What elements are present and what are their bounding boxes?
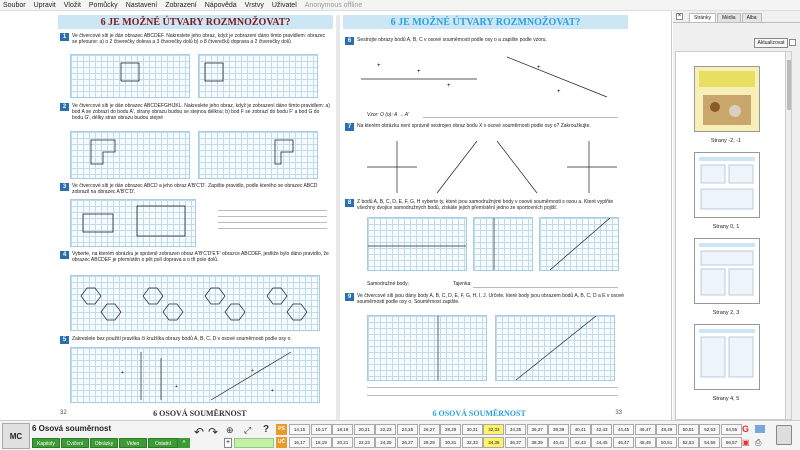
uc-page-cell[interactable]: 34,35 [483, 437, 504, 448]
thumb-pages-4-5[interactable] [694, 324, 760, 390]
answer-lines-3[interactable] [218, 205, 327, 229]
task-text: Ve čtvercové síti jsou dány body A, B, C, D, E, F, G, H, I, J. Určete, které body jsou obrazem bodů A, B, C, D a E v osové souměrnosti podle osy o. Souměrnost zapište. [357, 293, 625, 305]
grid-8b [473, 217, 533, 271]
plus-icon[interactable]: + [225, 439, 231, 446]
figure-2b [199, 132, 317, 178]
uc-page-cell[interactable]: 38,39 [527, 437, 548, 448]
task-7 [345, 123, 626, 129]
ps-page-cell[interactable]: 32,33 [483, 424, 504, 435]
tajenka-label: Tajenka: [453, 281, 472, 287]
chapter-title: 6 Osová souměrnost [32, 424, 112, 433]
task-text: Na kterém obrázku není správně sestrojen obraz bodu X v osové souměrnosti podle osy o? Zakroužkujte. [357, 123, 591, 129]
task-text: Ve čtvercové síti je dán obrazec ABCD a jeho obraz A'B'C'D'. Zapište pravidlo, podle kterého se obrazec ABCD zobrazil na obrazec A'B'C'D'. [72, 183, 318, 195]
thumbnail-scrollbar[interactable] [785, 52, 791, 420]
grid-8a [367, 217, 467, 271]
ps-page-cell[interactable]: 50,51 [678, 424, 699, 435]
nav-video[interactable]: Video [119, 438, 147, 448]
nav-ostatni[interactable]: Ostatní [148, 438, 178, 448]
ps-page-cell[interactable]: 24,25 [397, 424, 418, 435]
mc-button[interactable]: MC [2, 423, 30, 449]
task-text: Z bodů A, B, C, D, E, F, G, H vyberte ty, které jsou samodružnými body v osové souměrnosti s osou a. Které vyplňte všechny dvojice samodružných bodů, získáte jejich přemístění jedno ze sportovních pojišť. [357, 199, 614, 211]
task-number: 6 [345, 37, 354, 45]
ps-page-cell[interactable]: 42,43 [591, 424, 612, 435]
menu-napoveda[interactable]: Nápověda [204, 1, 237, 9]
task-number: 5 [60, 336, 69, 344]
task-text: Zakreslete bez použití pravítka či kružítka obrazy bodů A, B, C, D v osové souměrnosti podle osy o. [72, 336, 292, 342]
ps-page-cell[interactable]: 14,15 [289, 424, 310, 435]
uc-page-cell[interactable]: 48,49 [635, 437, 656, 448]
svg-text:+: + [537, 65, 541, 71]
svg-text:+: + [121, 370, 124, 376]
right-page [343, 15, 628, 420]
uc-page-cell[interactable]: 50,51 [656, 437, 677, 448]
uc-page-cell[interactable]: 28,29 [419, 437, 440, 448]
task-number: 8 [345, 199, 354, 207]
menu-nastaveni[interactable]: Nastavení [125, 1, 158, 9]
tab-alba[interactable]: Alba [742, 13, 762, 22]
bottom-bar [0, 420, 800, 450]
uc-page-cell[interactable]: 18,19 [311, 437, 332, 448]
svg-text:+: + [251, 368, 254, 374]
answer-line-9b[interactable] [367, 395, 618, 396]
samodruzne-label: Samodružné body: [367, 281, 409, 287]
scrollbar-thumb[interactable] [787, 60, 791, 110]
menu-vrstvy[interactable]: Vrstvy [244, 1, 264, 9]
svg-text:+: + [271, 388, 274, 394]
svg-text:+: + [377, 63, 381, 69]
trash-icon[interactable] [776, 425, 792, 445]
nav-obrazky[interactable]: Obrázky [90, 438, 118, 448]
zoom-in-icon[interactable]: ⊕ [226, 425, 234, 435]
uc-page-cell[interactable]: 16,17 [289, 437, 310, 448]
right-page-number: 33 [615, 410, 622, 416]
figure-2a [71, 132, 189, 178]
svg-text:+: + [175, 384, 178, 390]
thumb-label-0-1: Strany 0, 1 [712, 224, 740, 230]
menu-pomucky[interactable]: Pomůcky [88, 1, 118, 9]
fullscreen-icon[interactable]: ⤢ [244, 425, 252, 435]
ps-page-cell[interactable]: 18,19 [332, 424, 353, 435]
uc-page-cell[interactable]: 26,27 [397, 437, 418, 448]
uc-page-cell[interactable]: 22,23 [354, 437, 375, 448]
figure-8a [368, 218, 466, 270]
thumb-pages-0-1[interactable] [694, 152, 760, 218]
task-text: Ve čtvercové síti je dán obrazec ABCDEFGHIJKL. Nakreslete jeho obraz, když je zobrazení dáno tímto pravidlem: a) bod A se zobrazí do bodu A', strany obrazu budou se stejnou délkou; b) bod F se zobrazí do bodu F' a bod G do bodu G', délky stran obrazu budou stejné [72, 103, 330, 121]
page-thumbnail-icon [695, 239, 759, 303]
svg-text:+: + [447, 83, 451, 89]
ps-page-cell[interactable]: 54,55 [721, 424, 742, 435]
ps-page-cell[interactable]: 46,47 [635, 424, 656, 435]
ps-page-cell[interactable]: 30,31 [462, 424, 483, 435]
answer-line-8[interactable] [473, 287, 618, 288]
figure-1b [199, 55, 317, 97]
thumbnail-list[interactable] [675, 51, 792, 420]
answer-line-6[interactable] [423, 117, 618, 118]
close-icon[interactable]: × [677, 13, 682, 19]
ps-page-cell[interactable]: 52,53 [699, 424, 720, 435]
ps-page-cell[interactable]: 44,45 [613, 424, 634, 435]
figure-9b [496, 316, 614, 380]
ps-page-cell[interactable]: 34,35 [505, 424, 526, 435]
side-tabs [673, 11, 800, 23]
ps-page-cell[interactable]: 20,21 [354, 424, 375, 435]
uc-page-cell[interactable]: 44,45 [591, 437, 612, 448]
redo-icon[interactable]: ↷ [208, 425, 219, 439]
task-3 [60, 183, 331, 195]
answer-line-9a[interactable] [367, 387, 618, 388]
uc-page-cell[interactable]: 20,21 [332, 437, 353, 448]
uc-page-cell[interactable]: 42,43 [570, 437, 591, 448]
ps-page-cell[interactable]: 38,39 [548, 424, 569, 435]
task-8 [345, 199, 626, 211]
thumb-cover[interactable] [694, 66, 760, 132]
ps-page-cell[interactable]: 22,23 [375, 424, 396, 435]
grid-5 [70, 347, 320, 403]
uc-page-cell[interactable]: 30,31 [440, 437, 461, 448]
google-icon[interactable]: G [742, 424, 750, 434]
thumb-label-4-5: Strany 4, 5 [712, 396, 740, 402]
ps-page-cell[interactable]: 16,17 [311, 424, 332, 435]
grid-9b [495, 315, 615, 381]
chevron-up-icon[interactable]: ˄ [178, 438, 190, 448]
figure-1a [71, 55, 189, 97]
figure-9a [368, 316, 486, 380]
task-number: 7 [345, 123, 354, 131]
grid-2a [70, 131, 190, 179]
book-viewer[interactable] [0, 11, 672, 420]
task-1 [60, 33, 331, 45]
checkbox[interactable] [789, 39, 796, 46]
window-icon[interactable] [755, 425, 765, 433]
grid-8c [539, 217, 619, 271]
task-number: 9 [345, 293, 354, 301]
left-footer-title: 6 OSOVÁ SOUMĚRNOST [153, 408, 247, 418]
grid-3 [70, 199, 196, 247]
page-thumbnail-icon [695, 325, 759, 389]
task-text: Ve čtvercové síti je dán obrazec ABCDEF. Nakreslete jeho obraz, když je zobrazení dáno tímto pravidlem: obrazec se přesune: a) o 2 čtverečky doleva a 3 čtverečky dolů b) o 8 čtverečků doprava a 2 čtverečky dolů [72, 33, 326, 45]
print-icon[interactable]: ⎙ [755, 438, 762, 447]
left-footer [58, 406, 333, 420]
undo-icon[interactable]: ↶ [194, 425, 205, 439]
menu-bar [0, 0, 800, 11]
figure-6 [357, 47, 617, 107]
figure-8c [540, 218, 618, 270]
thumb-label-2-3: Strany 2, 3 [712, 310, 740, 316]
right-page-title: 6 JE MOŽNÉ ÚTVARY ROZMNOŽOVAT? [343, 15, 628, 29]
uc-page-cell[interactable]: 46,47 [613, 437, 634, 448]
left-page [58, 15, 333, 420]
figure-4-hexagons [71, 276, 319, 330]
side-panel [673, 11, 800, 420]
nav-cviceni[interactable]: Cvičení [61, 438, 89, 448]
svg-text:+: + [557, 89, 561, 95]
ps-page-cell[interactable]: 40,41 [570, 424, 591, 435]
menu-soubor[interactable]: Soubor [3, 1, 26, 9]
grid-1b [198, 54, 318, 98]
left-page-number: 32 [60, 410, 67, 416]
tab-stranky[interactable]: Stránky [689, 13, 716, 22]
ps-page-cell[interactable]: 28,29 [440, 424, 461, 435]
task-number: 4 [60, 251, 69, 259]
svg-text:+: + [417, 69, 421, 75]
uc-page-cell[interactable]: 56,57 [721, 437, 742, 448]
figure-7 [357, 137, 617, 197]
grid-9a [367, 315, 487, 381]
thumb-pages-2-3[interactable] [694, 238, 760, 304]
ps-page-cell[interactable]: 48,49 [656, 424, 677, 435]
vzor-text: Vzor: O (o): A → A' [367, 112, 410, 118]
status-text: Anonymous offline [304, 1, 363, 9]
uc-page-cell[interactable]: 54,55 [699, 437, 720, 448]
uc-page-cell[interactable]: 32,33 [462, 437, 483, 448]
right-footer-title: 6 OSOVÁ SOUMĚRNOST [432, 408, 526, 418]
task-text: Sestrojte obrazy bodů A, B, C v osové souměrnosti podle osy o a zapište podle vzoru. [357, 37, 547, 43]
menu-vlozit[interactable]: Vložit [63, 1, 81, 9]
pdf-icon[interactable]: ▣ [742, 438, 750, 447]
task-4 [60, 251, 331, 263]
left-page-title: 6 JE MOŽNÉ ÚTVARY ROZMNOŽOVAT? [58, 15, 333, 29]
uc-page-cell[interactable]: 36,37 [505, 437, 526, 448]
task-number: 2 [60, 103, 69, 111]
grid-2b [198, 131, 318, 179]
uc-page-cell[interactable]: 52,53 [678, 437, 699, 448]
task-text: Vyberte, na kterém obrázku je správně zobrazen obraz A'B'C'D'E'F' obrazce ABCDEF, jestliže bylo dáno pravidlo, že obrazec ABCDEF je přemístěn o pět polí doprava a o tři pole dolů. [72, 251, 329, 263]
thumb-label-cover: Strany -2, -1 [710, 138, 742, 144]
menu-upravit[interactable]: Upravit [33, 1, 56, 9]
book-spine [336, 15, 340, 420]
menu-zobrazeni[interactable]: Zobrazení [165, 1, 197, 9]
task-number: 1 [60, 33, 69, 41]
ps-page-cell[interactable]: 36,37 [527, 424, 548, 435]
uc-page-cell[interactable]: 24,25 [375, 437, 396, 448]
task-2 [60, 103, 331, 121]
figure-5 [71, 348, 319, 402]
page-thumbnail-icon [695, 153, 759, 217]
uc-label: UČ [276, 437, 287, 448]
menu-uzivatel[interactable]: Uživatel [271, 1, 297, 9]
cover-image-icon [695, 67, 759, 131]
help-icon[interactable]: ? [263, 424, 270, 435]
page-input-field[interactable] [234, 438, 274, 448]
task-number: 3 [60, 183, 69, 191]
grid-4 [70, 275, 320, 331]
ps-page-cell[interactable]: 26,27 [419, 424, 440, 435]
task-6 [345, 37, 626, 43]
grid-1a [70, 54, 190, 98]
task-5 [60, 336, 331, 342]
figure-8b [474, 218, 532, 270]
task-9 [345, 293, 626, 305]
nav-kapitoly[interactable]: Kapitoly [32, 438, 60, 448]
uc-page-cell[interactable]: 40,41 [548, 437, 569, 448]
ps-label: PS [276, 424, 287, 435]
tab-media[interactable]: Média [717, 13, 741, 22]
figure-3 [71, 200, 195, 246]
update-button[interactable]: Aktualizovat [754, 38, 788, 48]
right-footer [343, 406, 628, 420]
